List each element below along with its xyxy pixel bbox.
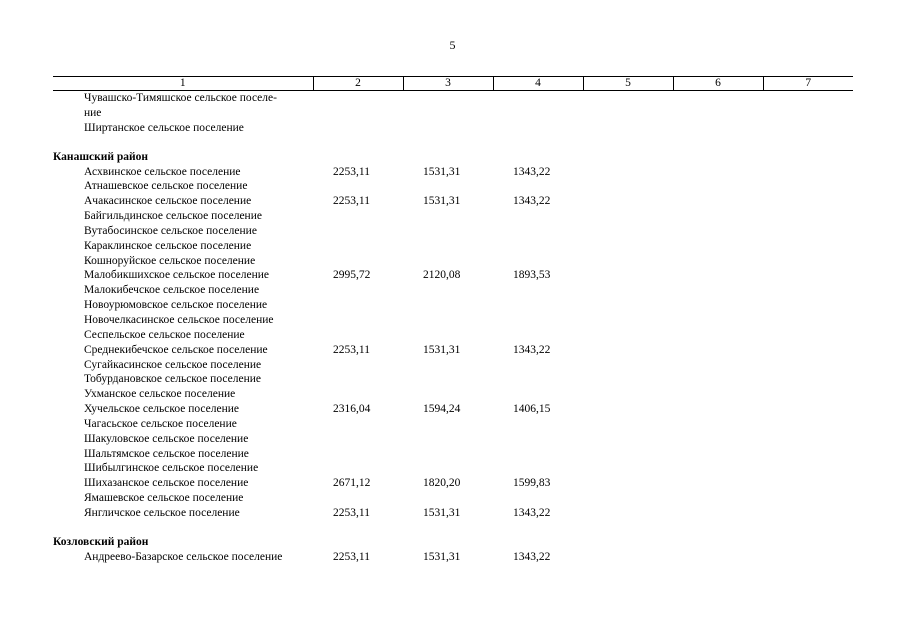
empty-cell — [763, 268, 853, 283]
settlement-name: Новочелкасинское сельское поселение — [84, 313, 274, 326]
value-col-4: 1343,22 — [513, 506, 551, 519]
value-col-3 — [403, 91, 493, 106]
empty-cell — [763, 165, 853, 180]
table-row — [53, 358, 853, 373]
value-col-3 — [403, 447, 493, 462]
table-row — [53, 121, 853, 136]
value-col-4 — [493, 432, 583, 447]
table-row — [53, 283, 853, 298]
table-header-row — [53, 77, 853, 91]
empty-cell — [763, 194, 853, 209]
table-row — [53, 268, 853, 283]
table-row — [53, 254, 853, 269]
empty-cell — [763, 447, 853, 462]
column-header-6: 6 — [673, 77, 763, 91]
empty-cell — [763, 224, 853, 239]
value-col-2 — [313, 417, 403, 432]
settlement-name: Шихазанское сельское поселение — [84, 477, 249, 490]
empty-cell — [673, 224, 763, 239]
value-col-2 — [313, 224, 403, 239]
settlement-name: Ачакасинское сельское поселение — [84, 195, 252, 208]
empty-cell — [763, 239, 853, 254]
table-row — [53, 224, 853, 239]
settlement-name: Караклинское сельское поселение — [84, 239, 252, 252]
settlement-name: Сеспельское сельское поселение — [84, 328, 245, 341]
value-col-4 — [493, 358, 583, 373]
table-row — [53, 550, 853, 565]
empty-cell — [673, 447, 763, 462]
value-col-2 — [313, 432, 403, 447]
value-col-2: 2253,11 — [333, 165, 370, 178]
settlement-name: Байгильдинское сельское поселение — [84, 210, 262, 223]
empty-cell — [673, 328, 763, 343]
value-col-2 — [313, 121, 403, 136]
empty-cell — [673, 268, 763, 283]
value-col-2 — [313, 179, 403, 194]
empty-cell — [583, 476, 673, 491]
empty-cell — [673, 461, 763, 476]
table-row — [53, 343, 853, 358]
value-col-4: 1343,22 — [513, 343, 551, 356]
value-col-3 — [403, 372, 493, 387]
empty-cell — [673, 91, 763, 106]
settlement-name-continuation: ние — [84, 106, 102, 119]
value-col-2: 2316,04 — [333, 403, 371, 416]
empty-cell — [763, 343, 853, 358]
settlement-name: Новоурюмовское сельское поселение — [84, 299, 268, 312]
value-col-4 — [493, 121, 583, 136]
table-row — [53, 239, 853, 254]
empty-cell — [673, 387, 763, 402]
value-col-3 — [403, 328, 493, 343]
value-col-4: 1599,83 — [513, 477, 551, 490]
value-col-2: 2671,12 — [333, 477, 371, 490]
empty-cell — [763, 254, 853, 269]
value-col-2 — [313, 298, 403, 313]
table-row — [53, 91, 853, 106]
value-col-3: 1594,24 — [423, 403, 461, 416]
value-col-3 — [403, 387, 493, 402]
empty-cell — [583, 447, 673, 462]
value-col-3 — [403, 224, 493, 239]
value-col-2 — [313, 328, 403, 343]
empty-cell — [673, 121, 763, 136]
value-col-2: 2253,11 — [333, 343, 370, 356]
value-col-2 — [313, 387, 403, 402]
table-row-continuation — [53, 106, 853, 121]
value-col-4: 1343,22 — [513, 165, 551, 178]
table-row — [53, 313, 853, 328]
settlement-name: Ухманское сельское поселение — [84, 388, 236, 401]
value-col-3 — [403, 254, 493, 269]
value-col-3: 1531,31 — [423, 165, 461, 178]
empty-cell — [583, 268, 673, 283]
value-col-4: 1343,22 — [513, 195, 551, 208]
value-col-3 — [403, 491, 493, 506]
empty-cell — [673, 358, 763, 373]
value-col-2 — [313, 313, 403, 328]
empty-cell — [763, 550, 853, 565]
empty-cell — [763, 417, 853, 432]
settlement-name: Тобурдановское сельское поселение — [84, 373, 261, 386]
empty-cell — [673, 432, 763, 447]
value-col-4 — [493, 283, 583, 298]
empty-cell — [583, 254, 673, 269]
tariff-table — [53, 76, 853, 565]
value-col-2 — [313, 447, 403, 462]
table-row — [53, 432, 853, 447]
settlement-name: Среднекибечское сельское поселение — [84, 343, 268, 356]
value-col-2 — [313, 91, 403, 106]
empty-cell — [673, 506, 763, 521]
empty-cell — [583, 387, 673, 402]
table-row — [53, 506, 853, 521]
empty-cell — [673, 283, 763, 298]
empty-cell — [583, 461, 673, 476]
value-col-3: 1820,20 — [423, 477, 461, 490]
table-row — [53, 194, 853, 209]
settlement-name: Чувашско-Тимяшское сельское поселе- — [84, 92, 277, 104]
empty-cell — [583, 283, 673, 298]
column-header-4: 4 — [493, 77, 583, 91]
table-row — [53, 372, 853, 387]
empty-cell — [763, 298, 853, 313]
value-col-4: 1893,53 — [513, 269, 551, 282]
column-header-5: 5 — [583, 77, 673, 91]
settlement-name: Андреево-Базарское сельское поселение — [84, 550, 283, 563]
table-row — [53, 476, 853, 491]
empty-cell — [763, 506, 853, 521]
table-row — [53, 179, 853, 194]
table-row — [53, 387, 853, 402]
empty-cell — [673, 209, 763, 224]
value-col-4 — [493, 313, 583, 328]
empty-cell — [583, 491, 673, 506]
empty-cell — [583, 91, 673, 106]
settlement-name: Чагасьское сельское поселение — [84, 417, 237, 430]
settlement-name: Атнашевское сельское поселение — [84, 180, 248, 193]
value-col-3: 1531,31 — [423, 506, 461, 519]
value-col-3 — [403, 179, 493, 194]
value-col-2 — [313, 239, 403, 254]
empty-cell — [763, 372, 853, 387]
district-name: Козловский район — [53, 535, 149, 548]
value-col-4 — [493, 298, 583, 313]
value-col-2 — [313, 491, 403, 506]
column-header-2: 2 — [313, 77, 403, 91]
empty-cell — [673, 491, 763, 506]
column-header-3: 3 — [403, 77, 493, 91]
district-row — [53, 136, 853, 165]
value-col-3 — [403, 313, 493, 328]
value-col-3 — [403, 121, 493, 136]
empty-cell — [583, 239, 673, 254]
empty-cell — [673, 239, 763, 254]
value-col-3: 2120,08 — [423, 269, 461, 282]
value-col-2: 2995,72 — [333, 269, 371, 282]
empty-cell — [763, 461, 853, 476]
settlement-name: Малокибечское сельское поселение — [84, 284, 260, 297]
empty-cell — [673, 298, 763, 313]
settlement-name: Шибылгинское сельское поселение — [84, 462, 259, 475]
value-col-3 — [403, 432, 493, 447]
empty-cell — [583, 179, 673, 194]
empty-cell — [583, 313, 673, 328]
value-col-3 — [403, 461, 493, 476]
empty-cell — [763, 283, 853, 298]
value-col-4 — [493, 372, 583, 387]
value-col-4 — [493, 461, 583, 476]
value-col-3 — [403, 209, 493, 224]
empty-cell — [583, 209, 673, 224]
settlement-name: Ширтанское сельское поселение — [84, 121, 244, 134]
empty-cell — [583, 402, 673, 417]
empty-cell — [583, 358, 673, 373]
value-col-3 — [403, 239, 493, 254]
table-row — [53, 461, 853, 476]
settlement-name: Малобикшихское сельское поселение — [84, 269, 270, 282]
value-col-2: 2253,11 — [333, 195, 370, 208]
value-col-2: 2253,11 — [333, 550, 370, 563]
empty-cell — [763, 387, 853, 402]
settlement-name: Сугайкасинское сельское поселение — [84, 358, 262, 371]
district-name: Канашский район — [53, 150, 149, 163]
district-row — [53, 521, 853, 550]
empty-cell — [763, 91, 853, 106]
settlement-name: Ямашевское сельское поселение — [84, 492, 244, 505]
value-col-4: 1343,22 — [513, 550, 551, 563]
value-col-4 — [493, 387, 583, 402]
table-row — [53, 209, 853, 224]
value-col-4 — [493, 224, 583, 239]
empty-cell — [673, 254, 763, 269]
empty-cell — [583, 224, 673, 239]
empty-cell — [673, 550, 763, 565]
settlement-name: Вутабосинское сельское поселение — [84, 224, 257, 237]
value-col-4 — [493, 239, 583, 254]
empty-cell — [763, 358, 853, 373]
page-number: 5 — [449, 38, 456, 52]
settlement-name: Шакуловское сельское поселение — [84, 432, 249, 445]
value-col-3 — [403, 283, 493, 298]
empty-cell — [673, 372, 763, 387]
value-col-4 — [493, 179, 583, 194]
value-col-2 — [313, 254, 403, 269]
empty-cell — [763, 476, 853, 491]
empty-cell — [673, 476, 763, 491]
empty-cell — [763, 121, 853, 136]
empty-cell — [673, 194, 763, 209]
value-col-2 — [313, 283, 403, 298]
empty-cell — [673, 402, 763, 417]
value-col-2 — [313, 358, 403, 373]
empty-cell — [583, 328, 673, 343]
empty-cell — [583, 343, 673, 358]
value-col-4 — [493, 491, 583, 506]
column-header-7: 7 — [763, 77, 853, 91]
value-col-4 — [493, 447, 583, 462]
empty-cell — [583, 432, 673, 447]
table-row — [53, 328, 853, 343]
settlement-name: Янгличское сельское поселение — [84, 506, 240, 519]
value-col-2 — [313, 372, 403, 387]
settlement-name: Шальтямское сельское поселение — [84, 447, 249, 460]
value-col-4 — [493, 209, 583, 224]
empty-cell — [583, 165, 673, 180]
table-row — [53, 165, 853, 180]
value-col-4 — [493, 254, 583, 269]
empty-cell — [583, 194, 673, 209]
empty-cell — [673, 179, 763, 194]
value-col-3 — [403, 358, 493, 373]
empty-cell — [673, 417, 763, 432]
empty-cell — [763, 209, 853, 224]
value-col-3 — [403, 417, 493, 432]
empty-cell — [763, 313, 853, 328]
empty-cell — [673, 165, 763, 180]
empty-cell — [583, 506, 673, 521]
table-body — [53, 91, 853, 565]
empty-cell — [763, 179, 853, 194]
value-col-4 — [493, 91, 583, 106]
empty-cell — [763, 402, 853, 417]
empty-cell — [583, 417, 673, 432]
value-col-4 — [493, 417, 583, 432]
empty-cell — [583, 121, 673, 136]
table-row — [53, 402, 853, 417]
empty-cell — [583, 372, 673, 387]
value-col-3: 1531,31 — [423, 550, 461, 563]
value-col-2 — [313, 209, 403, 224]
settlement-name: Асхвинское сельское поселение — [84, 165, 241, 178]
settlement-name: Хучельское сельское поселение — [84, 403, 239, 416]
table-row — [53, 417, 853, 432]
value-col-4: 1406,15 — [513, 403, 551, 416]
column-header-1: 1 — [53, 77, 313, 91]
empty-cell — [763, 328, 853, 343]
table-row — [53, 447, 853, 462]
value-col-3 — [403, 298, 493, 313]
table-row — [53, 298, 853, 313]
settlement-name: Кошноруйское сельское поселение — [84, 254, 256, 267]
empty-cell — [763, 491, 853, 506]
empty-cell — [763, 432, 853, 447]
table-row — [53, 491, 853, 506]
empty-cell — [673, 343, 763, 358]
empty-cell — [673, 313, 763, 328]
value-col-3: 1531,31 — [423, 343, 461, 356]
empty-cell — [583, 550, 673, 565]
empty-cell — [583, 298, 673, 313]
value-col-2: 2253,11 — [333, 506, 370, 519]
value-col-2 — [313, 461, 403, 476]
value-col-4 — [493, 328, 583, 343]
value-col-3: 1531,31 — [423, 195, 461, 208]
